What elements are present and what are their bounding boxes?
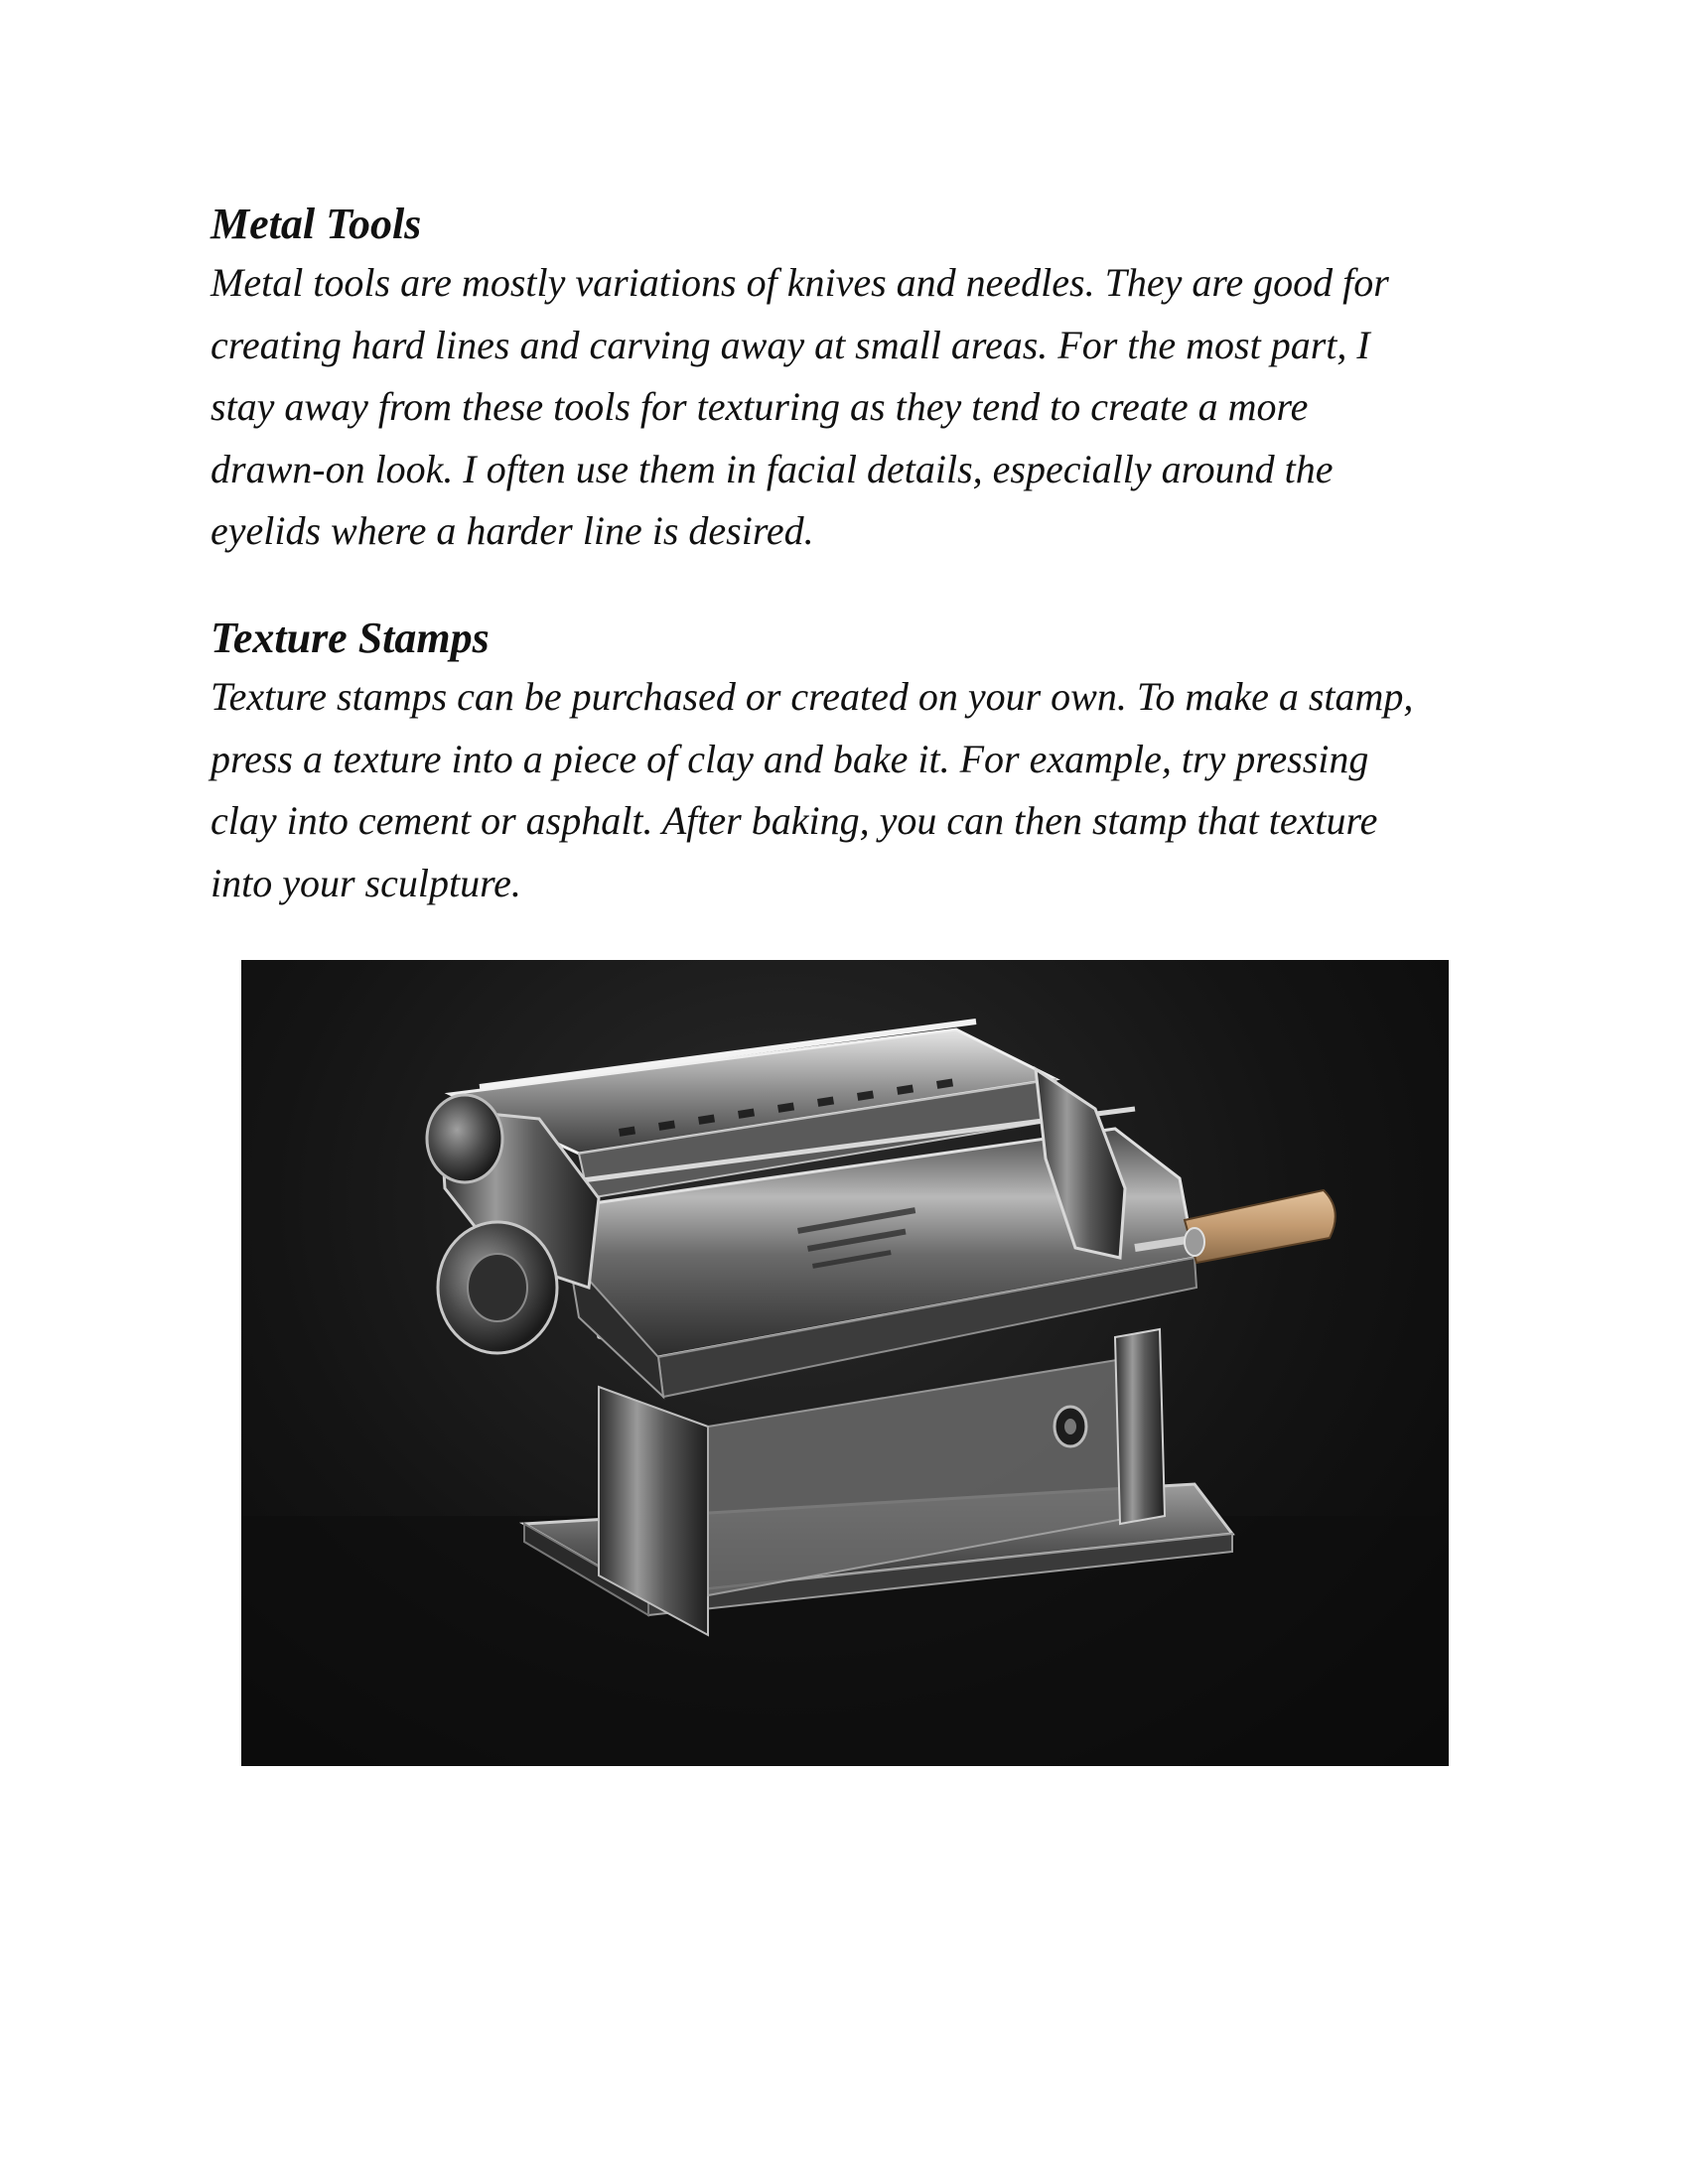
paragraph-line: press a texture into a piece of clay and bake it. For example, try pressing — [211, 736, 1369, 781]
paragraph-line: into your sculpture. — [211, 860, 521, 905]
paragraph-line: Metal tools are mostly variations of knives and needles. They are good for — [211, 260, 1389, 305]
section-texture-stamps — [211, 613, 1501, 914]
paragraph-line: creating hard lines and carving away at small areas. For the most part, I — [211, 322, 1370, 367]
section-heading: Metal Tools — [211, 200, 422, 248]
paragraph-line: eyelids where a harder line is desired. — [211, 508, 814, 553]
section-heading: Texture Stamps — [211, 614, 490, 662]
section-metal-tools — [211, 199, 1501, 563]
section-paragraph — [211, 666, 1501, 914]
pasta-machine-photo — [241, 960, 1449, 1766]
pasta-machine-illustration — [241, 960, 1449, 1766]
paragraph-line: clay into cement or asphalt. After baking, you can then stamp that texture — [211, 798, 1378, 843]
paragraph-line: Texture stamps can be purchased or created on your own. To make a stamp, — [211, 674, 1414, 719]
paragraph-line: stay away from these tools for texturing as they tend to create a more — [211, 384, 1309, 429]
section-paragraph — [211, 252, 1501, 563]
paragraph-line: drawn-on look. I often use them in facial details, especially around the — [211, 446, 1334, 491]
